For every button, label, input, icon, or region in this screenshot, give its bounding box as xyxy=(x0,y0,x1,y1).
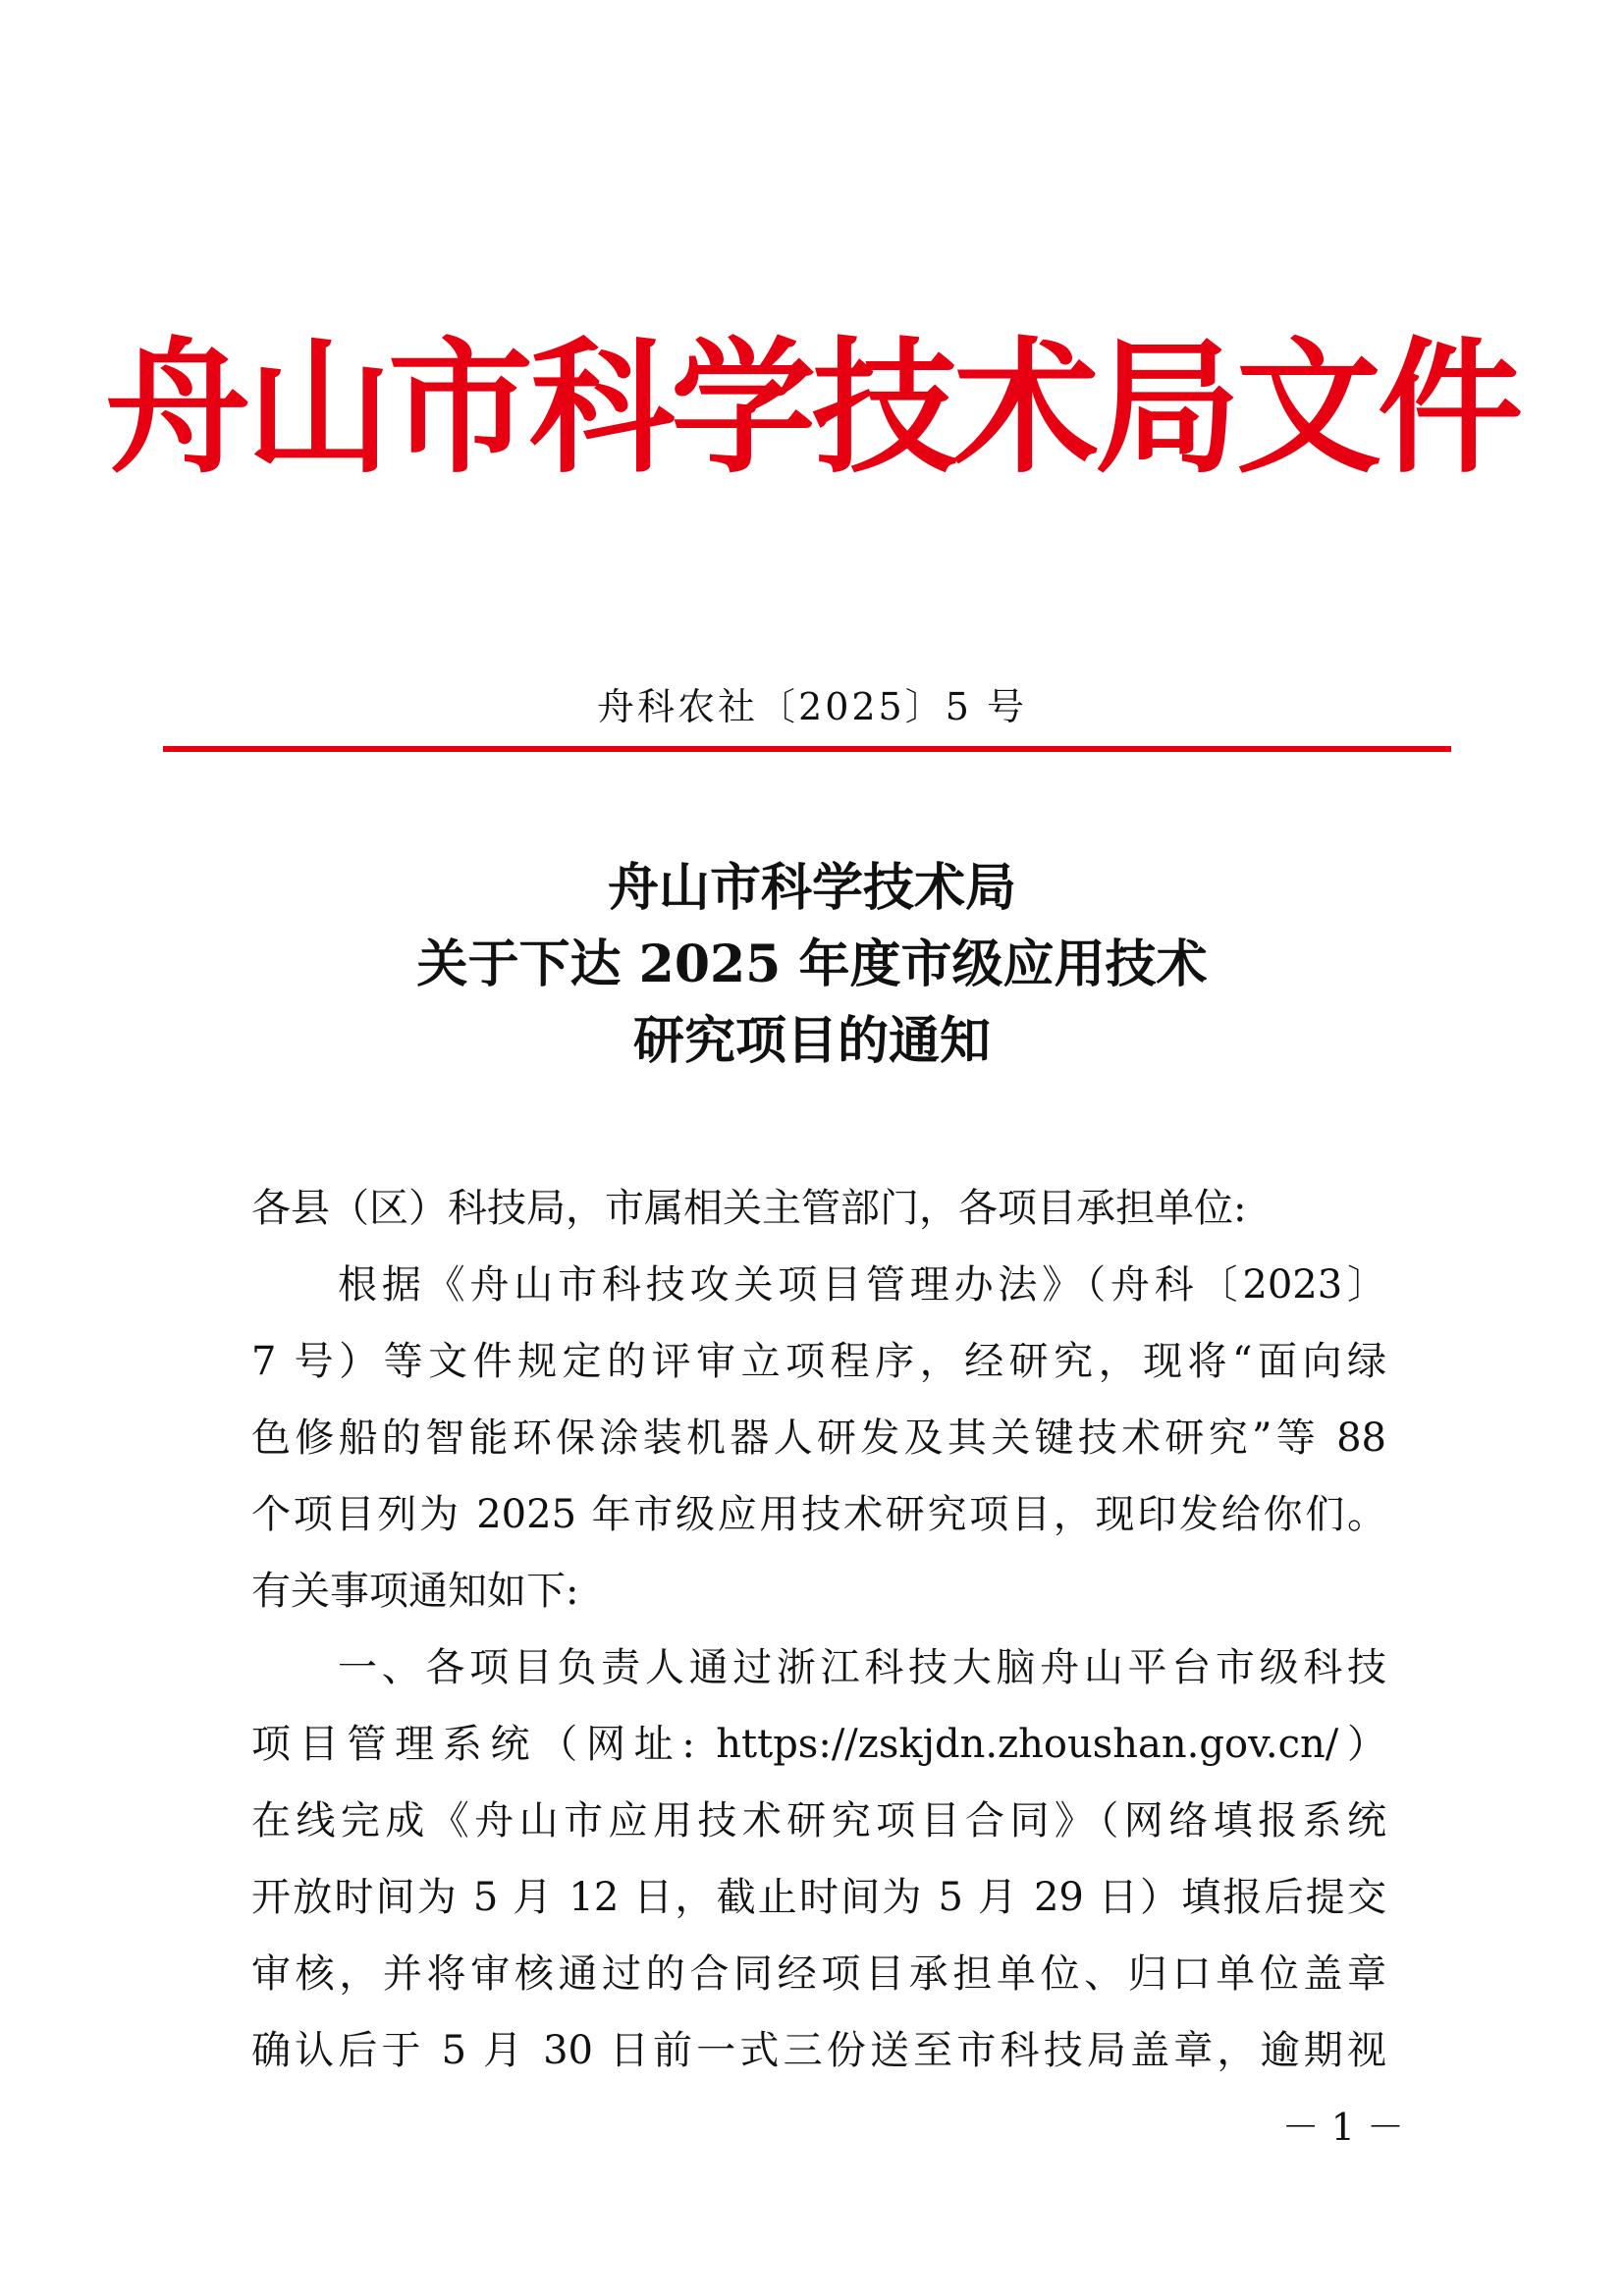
document-masthead: 舟山市科学技术局文件 xyxy=(105,322,1519,493)
document-number: 舟科农社〔2025〕5 号 xyxy=(597,685,1027,728)
body-text-line: 个项目列为 2025 年市级应用技术研究项目，现印发给你们。 xyxy=(251,1492,1386,1537)
page-number: － 1 － xyxy=(1281,2106,1404,2149)
document-title xyxy=(0,850,1624,1080)
body-text-line: 在线完成《舟山市应用技术研究项目合同》（网络填报系统 xyxy=(251,1798,1386,1843)
title-line: 舟山市科学技术局 xyxy=(607,858,1016,918)
body-text-line: 确认后于 5 月 30 日前一式三份送至市科技局盖章，逾期视 xyxy=(251,2028,1386,2073)
red-separator-line xyxy=(163,746,1451,752)
document-body xyxy=(251,1170,1386,2089)
body-text-line: 审核，并将审核通过的合同经项目承担单位、归口单位盖章 xyxy=(251,1951,1386,1997)
body-text-line: 有关事项通知如下: xyxy=(251,1569,579,1614)
body-text-line: 开放时间为 5 月 12 日，截止时间为 5 月 29 日）填报后提交 xyxy=(251,1875,1386,1920)
body-text-line: 项目管理系统（网址: https://zskjdn.zhoushan.gov.cn/） xyxy=(251,1722,1386,1767)
addressee-line: 各县（区）科技局，市属相关主管部门，各项目承担单位: xyxy=(251,1186,1247,1231)
body-text-line: 根据《舟山市科技攻关项目管理办法》（舟科〔2023〕 xyxy=(338,1262,1386,1308)
title-line: 研究项目的通知 xyxy=(632,1011,991,1071)
body-text-line: 色修船的智能环保涂装机器人研发及其关键技术研究”等 88 xyxy=(251,1415,1386,1461)
body-text-line: 7 号）等文件规定的评审立项程序，经研究，现将“面向绿 xyxy=(251,1339,1386,1384)
body-text-line: 一、各项目负责人通过浙江科技大脑舟山平台市级科技 xyxy=(338,1645,1386,1690)
title-line: 关于下达 2025 年度市级应用技术 xyxy=(416,934,1208,994)
